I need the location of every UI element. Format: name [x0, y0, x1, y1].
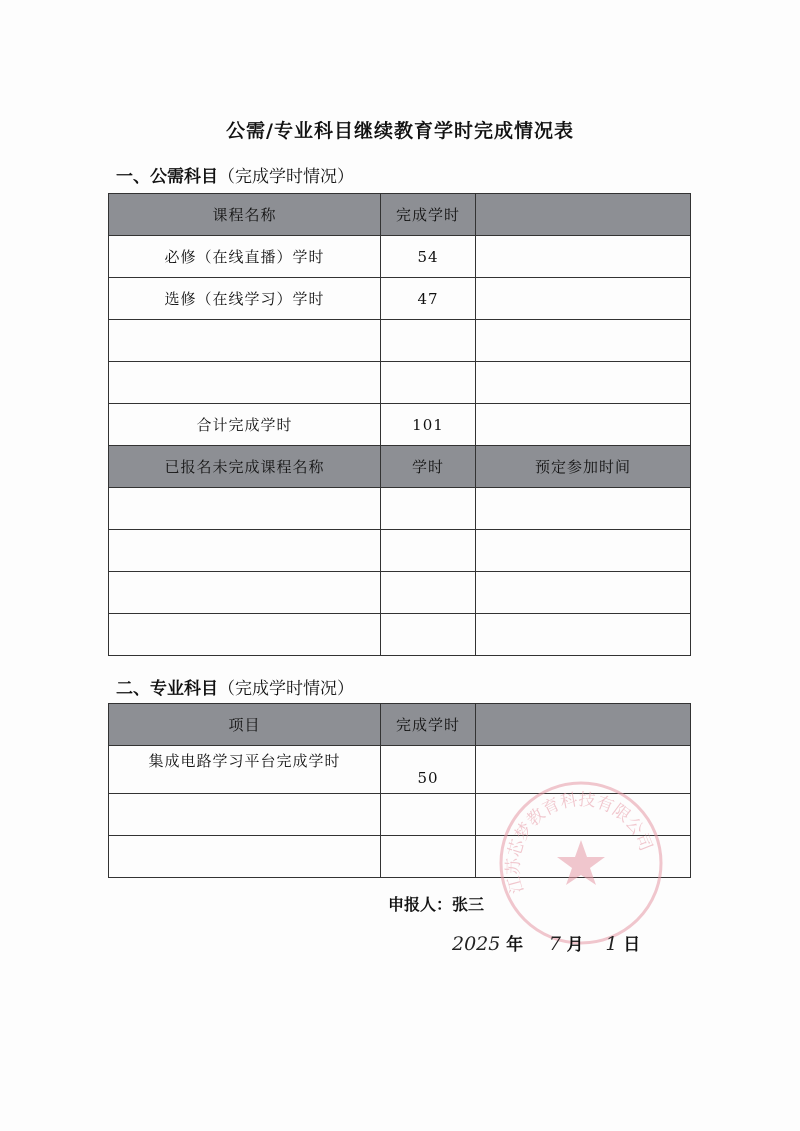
- table-header-row-pending: [109, 446, 691, 488]
- table-cell: 50: [381, 746, 476, 794]
- header-planned-time: 预定参加时间: [476, 446, 691, 488]
- date-year: 2025: [452, 933, 501, 955]
- table-cell: [476, 320, 691, 362]
- public-courses-table: [108, 193, 691, 656]
- date-month-label: 月: [566, 935, 584, 955]
- table-cell: 101: [381, 404, 476, 446]
- table-cell: [381, 794, 476, 836]
- section-1-heading-main: 一、公需科目: [116, 167, 218, 187]
- header-course-name: 课程名称: [109, 194, 381, 236]
- company-seal: [496, 778, 666, 948]
- date-month: 7: [548, 933, 561, 955]
- table-cell: [109, 488, 381, 530]
- table-cell: [476, 404, 691, 446]
- table-cell: 47: [381, 278, 476, 320]
- table-cell: 合计完成学时: [109, 404, 381, 446]
- table-cell: [381, 320, 476, 362]
- table-cell: [381, 530, 476, 572]
- table-cell: [476, 572, 691, 614]
- table-cell: [476, 530, 691, 572]
- table-cell: [476, 488, 691, 530]
- table-header-row: [109, 194, 691, 236]
- table-cell: [109, 614, 381, 656]
- table-cell: [109, 320, 381, 362]
- document-title: 公需/专业科目继续教育学时完成情况表: [226, 120, 574, 142]
- section-1-heading: [116, 162, 354, 187]
- seal-text: 江苏芯梦教育科技有限公司: [503, 789, 656, 896]
- header-completed-hours: 完成学时: [381, 194, 476, 236]
- table-cell: 54: [381, 236, 476, 278]
- header-blank: [476, 704, 691, 746]
- table-cell: [381, 362, 476, 404]
- section-2-heading: [116, 674, 354, 699]
- applicant-label: 申报人：: [388, 895, 453, 914]
- table-row: [109, 572, 691, 614]
- table-cell: 必修（在线直播）学时: [109, 236, 381, 278]
- table-cell: [476, 362, 691, 404]
- table-cell: [109, 362, 381, 404]
- table-cell: [109, 836, 381, 878]
- seal-star-icon: [557, 840, 605, 885]
- table-row-total: [109, 404, 691, 446]
- section-2-heading-sub: （完成学时情况）: [218, 679, 354, 699]
- header-hours: 学时: [381, 446, 476, 488]
- date-day-label: 日: [623, 935, 641, 955]
- table-cell: [381, 836, 476, 878]
- table-row: [109, 236, 691, 278]
- section-1-heading-sub: （完成学时情况）: [218, 167, 354, 187]
- header-item: 项目: [109, 704, 381, 746]
- table-row: [109, 278, 691, 320]
- header-blank: [476, 194, 691, 236]
- table-cell: [476, 614, 691, 656]
- table-header-row: [109, 704, 691, 746]
- table-row: [109, 320, 691, 362]
- date-day: 1: [605, 933, 618, 955]
- table-cell: [476, 236, 691, 278]
- table-row: [109, 362, 691, 404]
- table-row: [109, 530, 691, 572]
- header-pending-course-name: 已报名未完成课程名称: [109, 446, 381, 488]
- applicant-name: 张三: [452, 895, 485, 914]
- table-cell: [381, 614, 476, 656]
- table-cell: [381, 488, 476, 530]
- table-cell: 集成电路学习平台完成学时: [109, 746, 381, 794]
- table-row: [109, 614, 691, 656]
- signature-date: [452, 930, 640, 955]
- table-row: [109, 488, 691, 530]
- header-completed-hours: 完成学时: [381, 704, 476, 746]
- table-cell: [476, 278, 691, 320]
- table-cell: [109, 794, 381, 836]
- table-cell: [109, 572, 381, 614]
- table-cell: [109, 530, 381, 572]
- table-cell: [381, 572, 476, 614]
- date-year-label: 年: [506, 935, 524, 955]
- table-cell: 选修（在线学习）学时: [109, 278, 381, 320]
- applicant-line: [388, 892, 484, 915]
- section-2-heading-main: 二、专业科目: [116, 679, 218, 699]
